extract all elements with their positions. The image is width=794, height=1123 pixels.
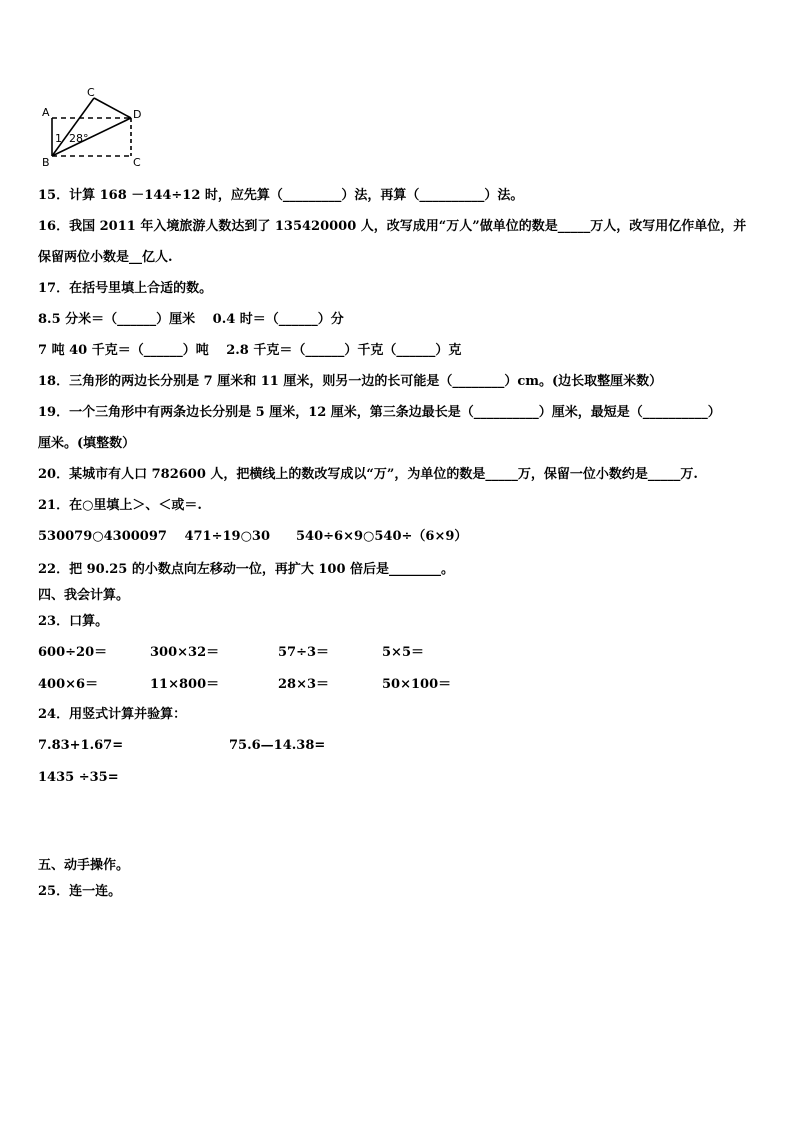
section-4-heading: 四、我会计算。 [38,588,130,603]
geometry-figure [36,86,146,172]
label-a: A [42,106,50,119]
oral-calc-item: 400×6＝ [38,677,99,692]
label-c-top: C [87,86,95,99]
oral-calc-item: 600÷20＝ [38,645,108,660]
question-16-line1: 16．我国 2011 年入境旅游人数达到了 135420000 人，改写成用“万人”做单位的数是_____万人，改写用亿作单位，并 [38,219,747,234]
question-18: 18．三角形的两边长分别是 7 厘米和 11 厘米，则另一边的长可能是（________）cm。(边长取整厘米数） [38,374,663,389]
question-21: 21．在○里填上＞、＜或＝. [38,498,202,513]
question-17: 17．在括号里填上合适的数。 [38,281,213,296]
question-20: 20．某城市有人口 782600 人，把横线上的数改写成以“万”，为单位的数是_____万，保留一位小数约是_____万. [38,467,698,482]
question-19-line1: 19．一个三角形中有两条边长分别是 5 厘米，12 厘米，第三条边最长是（__________）厘米，最短是（__________） [38,405,721,420]
oral-calc-item: 57÷3＝ [278,645,330,660]
question-17-row2: 7 吨 40 千克＝（______）吨 2.8 千克＝（______）千克（______）克 [38,343,462,358]
question-23: 23．口算。 [38,614,109,629]
oral-calc-item: 50×100＝ [382,677,452,692]
label-angle-28: 28° [69,132,89,145]
question-16-line2: 保留两位小数是__亿人. [38,250,173,265]
question-22: 22．把 90.25 的小数点向左移动一位，再扩大 100 倍后是________。 [38,562,455,577]
question-15: 15．计算 168 －144÷12 时，应先算（_________）法，再算（__________）法。 [38,188,524,203]
label-b: B [42,156,50,169]
vertical-calc-item: 75.6—14.38= [229,738,326,753]
question-21-row: 530079○4300097 471÷19○30 540÷6×9○540÷（6×9） [38,529,468,544]
label-angle-1: 1 [55,132,62,145]
question-25: 25．连一连。 [38,884,122,899]
vertical-calc-item: 7.83+1.67= [38,738,124,753]
vertical-calc-item: 1435 ÷35= [38,770,119,785]
oral-calc-item: 300×32＝ [150,645,220,660]
label-c-bottom: C [133,156,141,169]
label-d: D [133,108,142,121]
section-5-heading: 五、动手操作。 [38,858,130,873]
oral-calc-item: 28×3＝ [278,677,330,692]
question-19-line2: 厘米。(填整数） [38,436,136,451]
oral-calc-item: 11×800＝ [150,677,220,692]
oral-calc-item: 5×5＝ [382,645,424,660]
rectangle-fold-diagram [36,86,146,172]
question-17-row1: 8.5 分米＝（______）厘米 0.4 时＝（______）分 [38,312,344,327]
question-24: 24．用竖式计算并验算： [38,707,187,722]
